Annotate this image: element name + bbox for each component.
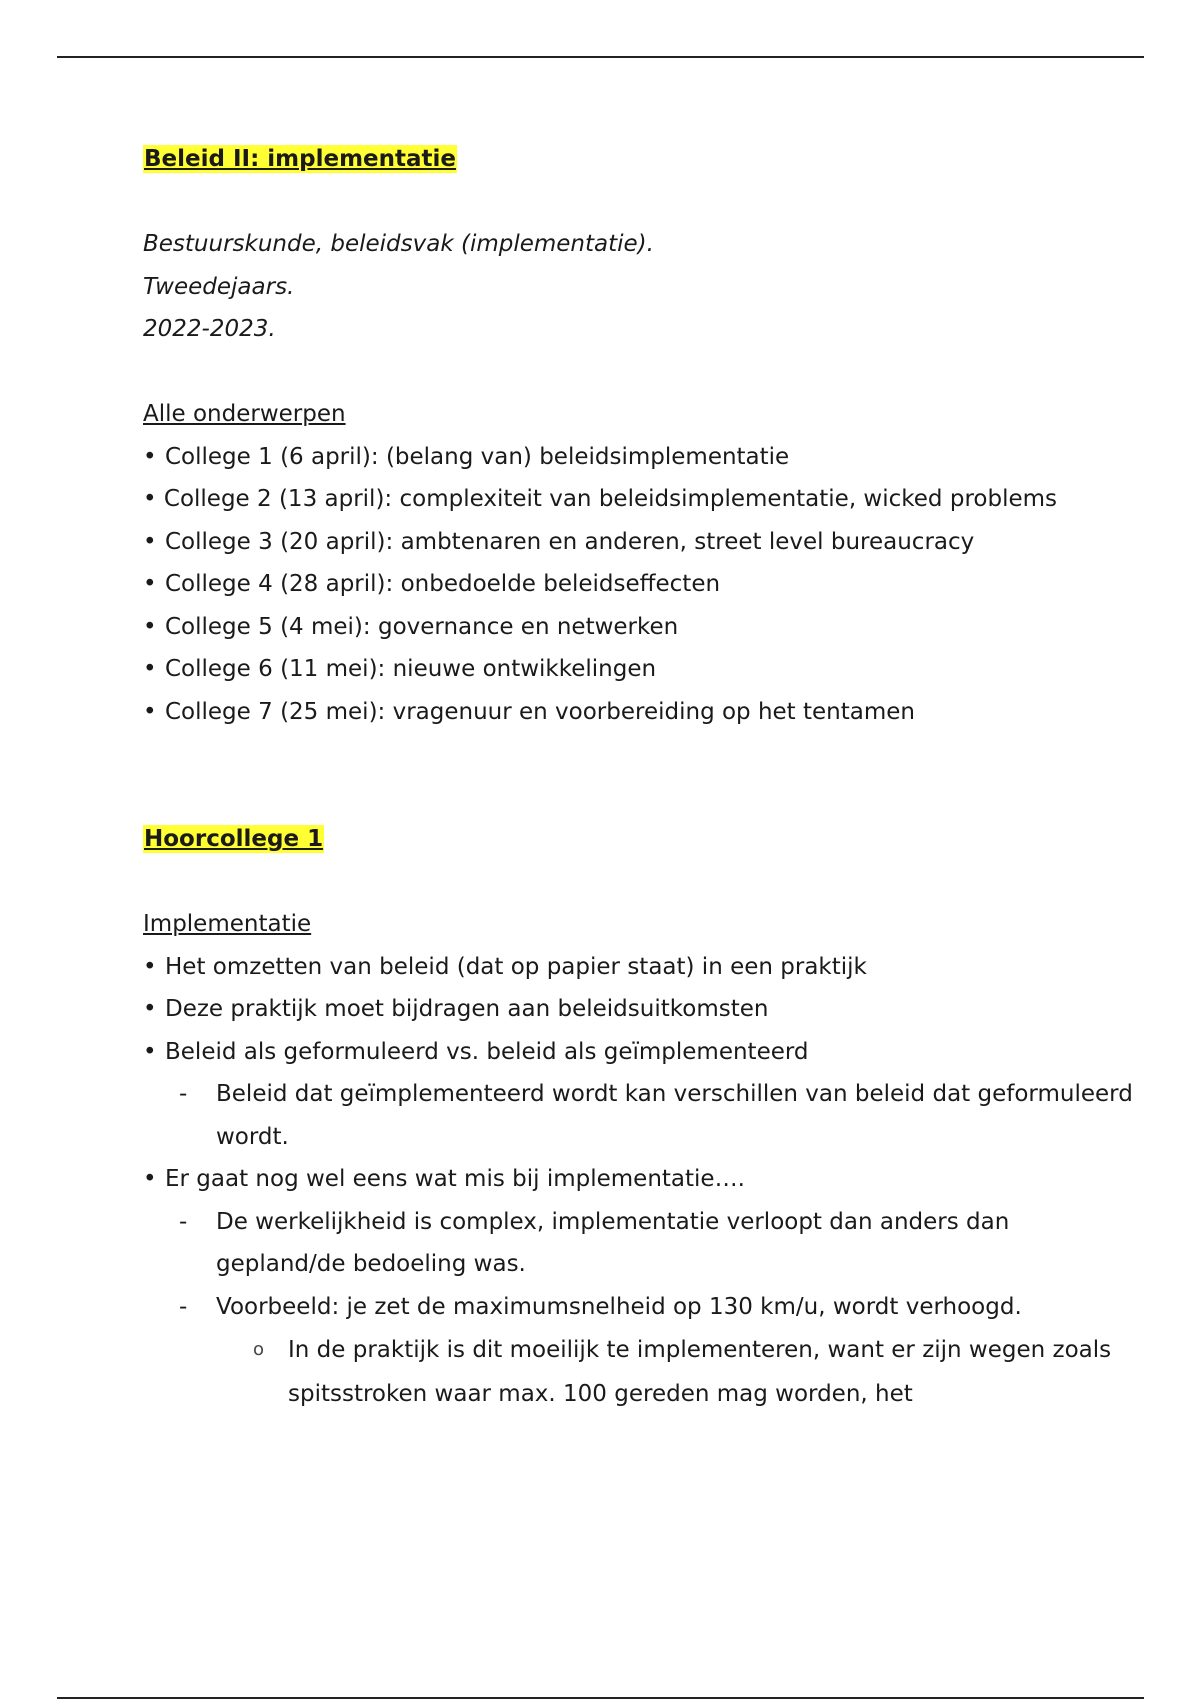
spacer xyxy=(143,181,1143,224)
topics-heading: Alle onderwerpen xyxy=(143,401,346,427)
bullet-icon: • xyxy=(143,486,164,512)
lecture-bullet: • Beleid als geformuleerd vs. beleid als geïmplementeerd xyxy=(143,1031,1143,1074)
lecture-title-line xyxy=(143,818,1143,861)
top-rule xyxy=(57,56,1144,58)
topic-item: • College 7 (25 mei): vragenuur en voorbereiding op het tentamen xyxy=(143,691,1143,734)
bullet-icon: • xyxy=(143,528,157,555)
implementation-heading: Implementatie xyxy=(143,911,312,937)
lecture-bullet: • Het omzetten van beleid (dat op papier staat) in een praktijk xyxy=(143,946,1143,989)
meta-year-group: Tweedejaars. xyxy=(143,273,295,300)
lecture-sub-bullet: - Beleid dat geïmplementeerd wordt kan verschillen van beleid dat geformuleerd wordt. xyxy=(143,1073,1143,1158)
bullet-icon: • xyxy=(143,698,157,725)
meta-course: Bestuurskunde, beleidsvak (implementatie). xyxy=(143,231,654,257)
topic-item: • College 6 (11 mei): nieuwe ontwikkelingen xyxy=(143,648,1143,691)
spacer xyxy=(143,351,1143,394)
lecture-sub-sub-bullet: o In de praktijk is dit moeilijk te implementeren, want er zijn wegen zoals spitsstroken waar max. 100 gereden mag worden, het xyxy=(143,1328,1143,1416)
document-title: Beleid II: implementatie xyxy=(144,146,457,172)
topic-item: • College 3 (20 april): ambtenaren en anderen, street level bureaucracy xyxy=(143,521,1143,564)
bullet-icon: • xyxy=(143,996,157,1022)
bullet-icon: • xyxy=(143,953,157,980)
lecture-bullet: • Deze praktijk moet bijdragen aan beleidsuitkomsten xyxy=(143,988,1143,1031)
bullet-icon: • xyxy=(143,656,157,682)
bullet-icon: • xyxy=(143,1038,157,1065)
bullet-icon: • xyxy=(143,613,157,640)
dash-icon: - xyxy=(179,1293,188,1320)
bullet-icon: • xyxy=(143,1166,157,1192)
topic-item: • College 1 (6 april): (belang van) beleidsimplementatie xyxy=(143,436,1143,479)
circle-bullet-icon: o xyxy=(253,1339,265,1360)
topic-item: • College 4 (28 april): onbedoelde beleidseffecten xyxy=(143,563,1143,606)
dash-icon: - xyxy=(179,1208,188,1235)
bullet-icon: • xyxy=(143,443,157,470)
lecture-sub-bullet: - De werkelijkheid is complex, implementatie verloopt dan anders dan gepland/de bedoeling was. xyxy=(143,1201,1143,1286)
topic-item: • College 2 (13 april): complexiteit van beleidsimplementatie, wicked problems xyxy=(143,486,1057,512)
spacer xyxy=(143,733,1143,818)
lecture-sub-bullet: - Voorbeeld: je zet de maximumsnelheid op 130 km/u, wordt verhoogd. xyxy=(143,1286,1143,1329)
bullet-icon: • xyxy=(143,571,157,597)
bottom-rule xyxy=(57,1697,1144,1699)
lecture-bullet: • Er gaat nog wel eens wat mis bij implementatie…. xyxy=(143,1158,1143,1201)
spacer xyxy=(143,861,1143,904)
document-title-line xyxy=(143,138,1143,181)
meta-academic-year: 2022-2023. xyxy=(143,316,276,342)
lecture-title: Hoorcollege 1 xyxy=(144,826,324,852)
document-body xyxy=(143,138,1143,1416)
dash-icon: - xyxy=(179,1081,188,1107)
topic-item: • College 5 (4 mei): governance en netwerken xyxy=(143,606,1143,649)
